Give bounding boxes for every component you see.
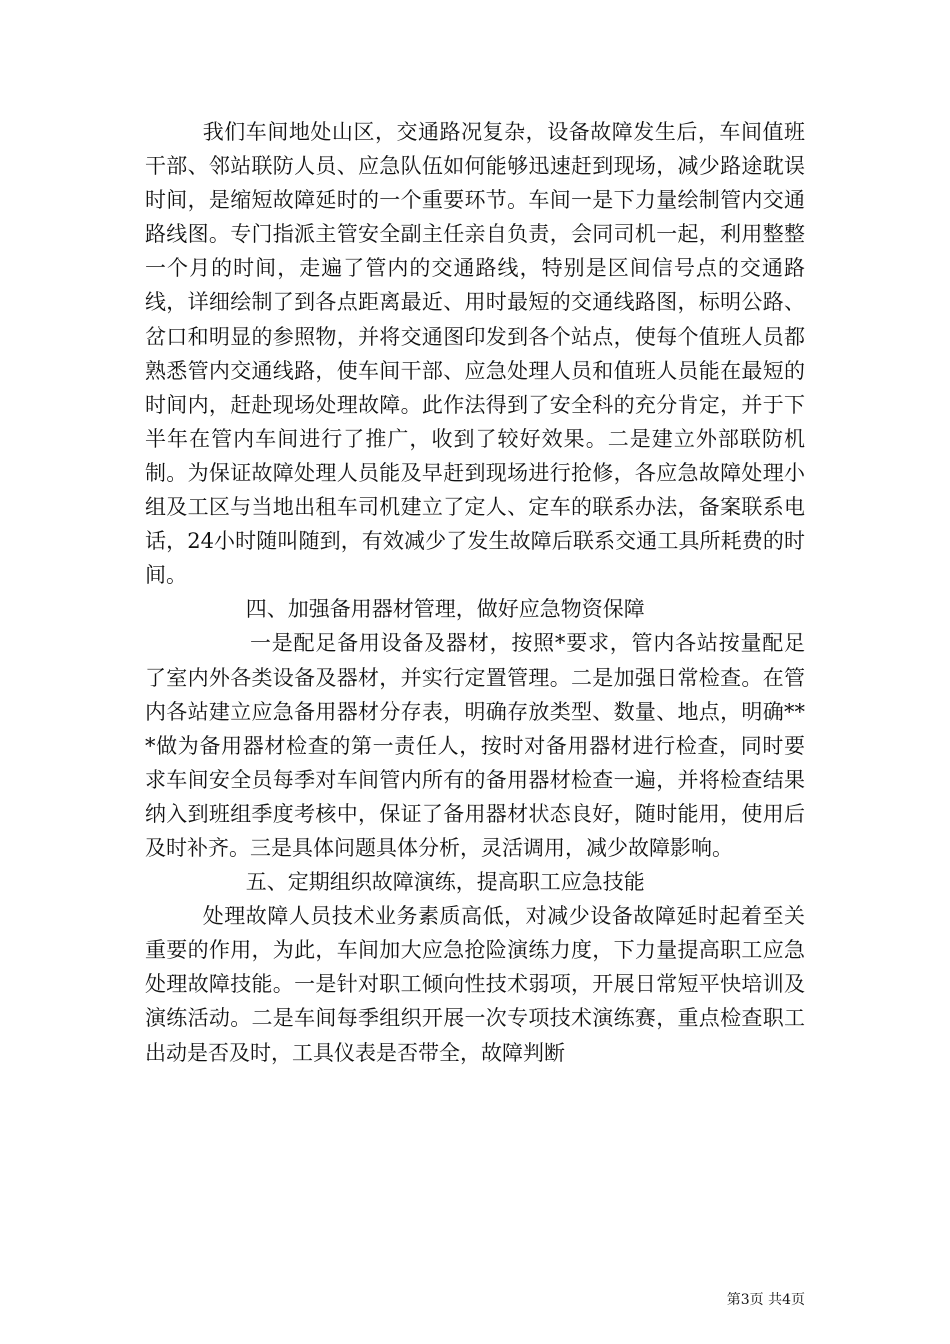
document-body [145, 115, 805, 1070]
paragraph-drills: 处理故障人员技术业务素质高低，对减少设备故障延时起着至关重要的作用，为此，车间加大应急抢险演练力度，下力量提高职工应急处理故障技能。一是针对职工倾向性技术弱项，开展日常短平快培训及演练活动。二是车间每季组织开展一次专项技术演练赛，重点检查职工出动是否及时，工具仪表是否带全，故障判断 [145, 904, 805, 1065]
paragraph-traffic-routes: 我们车间地处山区，交通路况复杂，设备故障发生后，车间值班干部、邻站联防人员、应急队伍如何能够迅速赶到现场，减少路途耽误时间，是缩短故障延时的一个重要环节。车间一是下力量绘制管内交通路线图。专门指派主管安全副主任亲自负责，会同司机一起，利用整整一个月的时间，走遍了管内的交通路线，特别是区间信号点的交通路线，详细绘制了到各点距离最近、用时最短的交通线路图，标明公路、岔口和明显的参照物，并将交通图印发到各个站点，使每个值班人员都熟悉管内交通线路，使车间干部、应急处理人员和值班人员能在最短的时间内，赶赴现场处理故障。此作法得到了安全科的充分肯定，并于下半年在管内车间进行了推广，收到了较好效果。二是建立外部联防机制。为保证故障处理人员能及早赶到现场进行抢修，各应急故障处理小组及工区与当地出租车司机建立了定人、定车的联系办法，备案联系电话，24小时随叫随到，有效减少了发生故障后联系交通工具所耗费的时间。 [145, 120, 805, 588]
paragraph-spare-equipment: 一是配足备用设备及器材，按照*要求，管内各站按量配足了室内外各类设备及器材，并实行定置管理。二是加强日常检查。在管内各站建立应急备用器材分存表，明确存放类型、数量、地点，明确***做为备用器材检查的第一责任人，按时对备用器材进行检查，同时要求车间安全员每季对车间管内所有的备用器材检查一遍，并将检查结果纳入到班组季度考核中，保证了备用器材状态良好，随时能用，使用后及时补齐。三是具体问题具体分析，灵活调用，减少故障影响。 [145, 631, 805, 860]
section-heading-4: 四、加强备用器材管理，做好应急物资保障 [245, 597, 645, 622]
page-number-footer: 第3页 共4页 [726, 1292, 805, 1308]
section-heading-5: 五、定期组织故障演练，提高职工应急技能 [245, 870, 645, 895]
